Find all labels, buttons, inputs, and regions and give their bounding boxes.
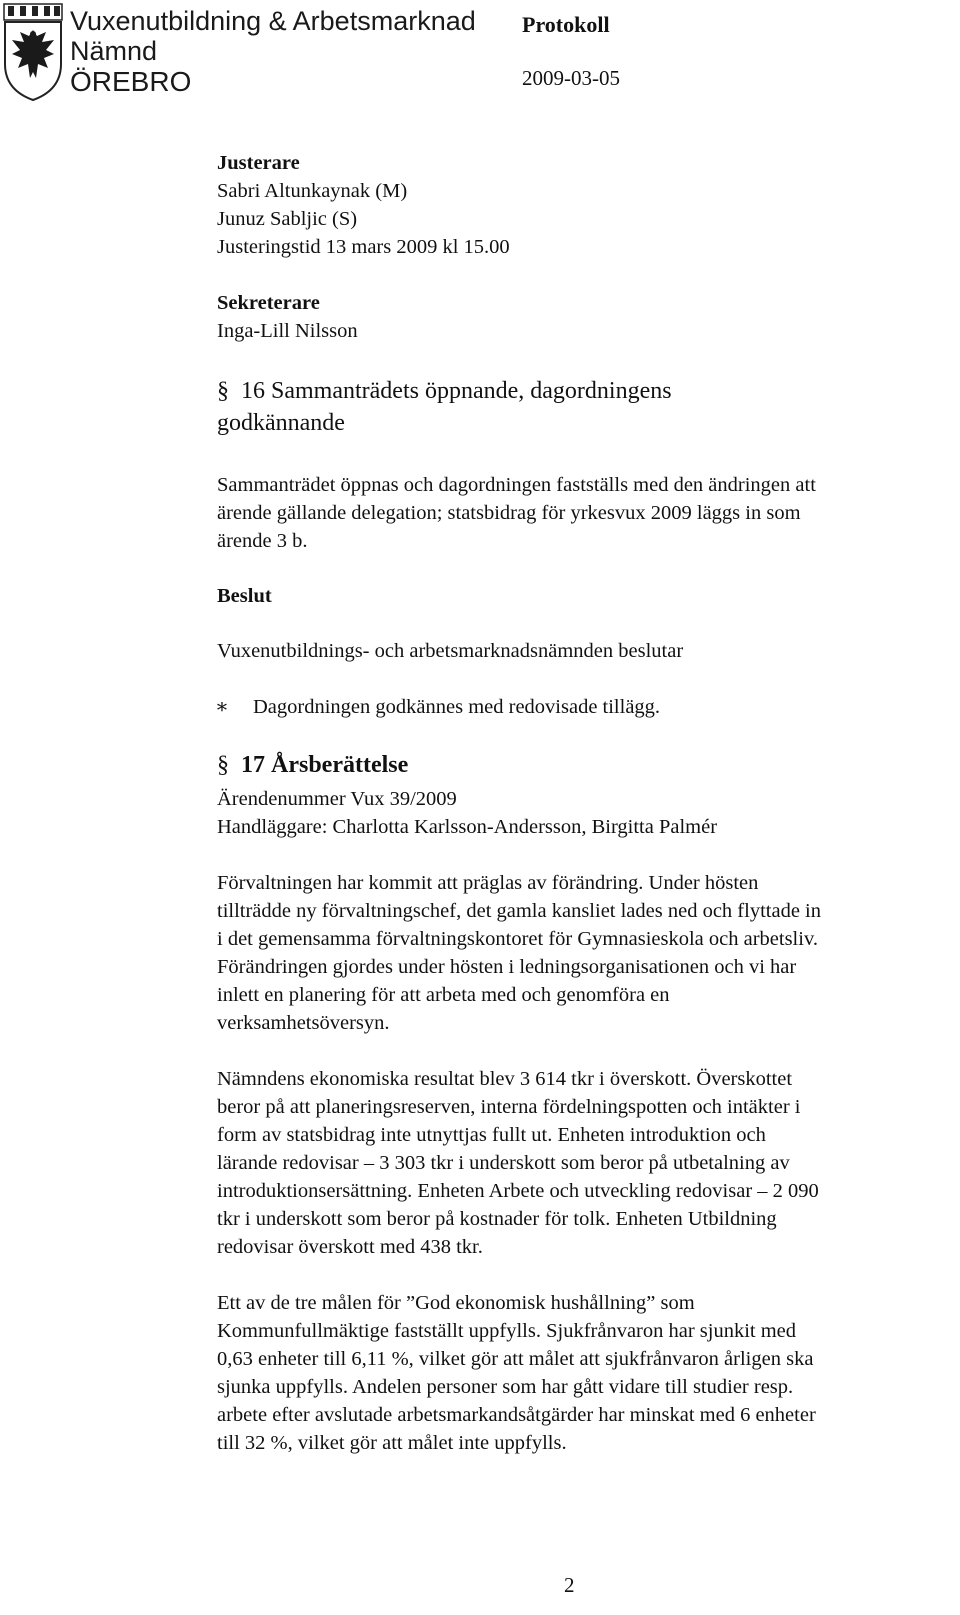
beslut-heading: Beslut — [217, 585, 272, 607]
justerare-heading: Justerare — [217, 152, 300, 174]
paragraph-line: Nämndens ekonomiska resultat blev 3 614 tkr i överskott. Överskottet — [217, 1068, 793, 1090]
org-name-line2: Nämnd — [70, 36, 158, 66]
page-number: 2 — [564, 1573, 575, 1597]
paragraph-line: Ett av de tre målen för ”God ekonomisk hushållning” som — [217, 1292, 695, 1314]
paragraph-line: introduktionsersättning. Enheten Arbete och utveckling redovisar – 2 090 — [217, 1180, 819, 1202]
section-16-title-line1: 16 Sammanträdets öppnande, dagordningens — [241, 378, 672, 404]
paragraph-line: verksamhetsöversyn. — [217, 1012, 390, 1034]
body-line: ärende gällande delegation; statsbidrag för yrkesvux 2009 läggs in som — [217, 502, 801, 524]
section-16-title — [217, 375, 947, 407]
case-handlers: Handläggare: Charlotta Karlsson-Andersson, Birgitta Palmér — [217, 816, 718, 838]
section-17-title — [217, 749, 947, 781]
justering-time: Justeringstid 13 mars 2009 kl 15.00 — [217, 236, 510, 258]
section-17 — [217, 749, 947, 1457]
coat-of-arms-icon — [2, 2, 64, 102]
sekreterare-block — [217, 289, 947, 345]
section-sign: § — [217, 752, 229, 778]
beslut-intro: Vuxenutbildnings- och arbetsmarknadsnämnden beslutar — [217, 640, 684, 662]
justerare-name: Sabri Altunkaynak (M) — [217, 180, 408, 202]
paragraph-line: Förändringen gjordes under hösten i ledningsorganisationen och vi har — [217, 956, 797, 978]
paragraph-line: tillträdde ny förvaltningschef, det gamla kansliet lades ned och flyttade in — [217, 900, 821, 922]
paragraph-1 — [217, 869, 947, 1037]
paragraph-line: inlett en planering för att arbeta med och genomföra en — [217, 984, 670, 1006]
justerare-block — [217, 149, 947, 261]
bullet-asterisk-icon: ∗ — [215, 696, 229, 718]
org-logo — [0, 0, 480, 110]
document-body — [217, 149, 947, 1457]
decision-text: Dagordningen godkännes med redovisade tillägg. — [253, 696, 661, 718]
section-16-body — [217, 471, 947, 555]
paragraph-line: 0,63 enheter till 6,11 %, vilket gör att målet att sjukfrånvaron årligen ska — [217, 1348, 814, 1370]
paragraph-line: redovisar överskott med 438 tkr. — [217, 1236, 483, 1258]
paragraph-line: i det gemensamma förvaltningskontoret för Gymnasieskola och arbetsliv. — [217, 928, 818, 950]
paragraph-line: Förvaltningen har kommit att präglas av förändring. Under hösten — [217, 872, 759, 894]
paragraph-line: lärande redovisar – 3 303 tkr i underskott som beror på utbetalning av — [217, 1152, 790, 1174]
decision-bullet — [217, 693, 947, 721]
justerare-name: Junuz Sabljic (S) — [217, 208, 358, 230]
paragraph-line: till 32 %, vilket gör att målet inte uppfylls. — [217, 1432, 567, 1454]
paragraph-line: Kommunfullmäktige fastställt uppfylls. Sjukfrånvaron har sjunkit med — [217, 1320, 797, 1342]
sekreterare-name: Inga-Lill Nilsson — [217, 320, 358, 342]
section-sign: § — [217, 378, 229, 404]
document-date: 2009-03-05 — [522, 66, 620, 90]
section-16-title-line2: godkännande — [217, 410, 345, 436]
document-type: Protokoll — [522, 12, 610, 37]
paragraph-line: tkr i underskott som beror på kostnader för tolk. Enheten Utbildning — [217, 1208, 777, 1230]
section-16 — [217, 375, 947, 721]
paragraph-line: beror på att planeringsreserven, interna fördelningspotten och intäkter i — [217, 1096, 801, 1118]
org-city: ÖREBRO — [70, 66, 192, 97]
paragraph-3 — [217, 1289, 947, 1457]
case-number: Ärendenummer Vux 39/2009 — [217, 788, 457, 810]
paragraph-2 — [217, 1065, 947, 1261]
paragraph-line: form av statsbidrag inte utnyttjas fullt ut. Enheten introduktion och — [217, 1124, 766, 1146]
paragraph-line: sjunka uppfylls. Andelen personer som har gått vidare till studier resp. — [217, 1376, 794, 1398]
org-name-line1: Vuxenutbildning & Arbetsmarknad — [70, 6, 476, 36]
body-line: Sammanträdet öppnas och dagordningen fastställs med den ändringen att — [217, 474, 816, 496]
body-line: ärende 3 b. — [217, 530, 308, 552]
sekreterare-heading: Sekreterare — [217, 292, 320, 314]
section-17-title-text: 17 Årsberättelse — [241, 752, 409, 778]
paragraph-line: arbete efter avslutade arbetsmarkandsåtgärder har minskat med 6 enheter — [217, 1404, 816, 1426]
